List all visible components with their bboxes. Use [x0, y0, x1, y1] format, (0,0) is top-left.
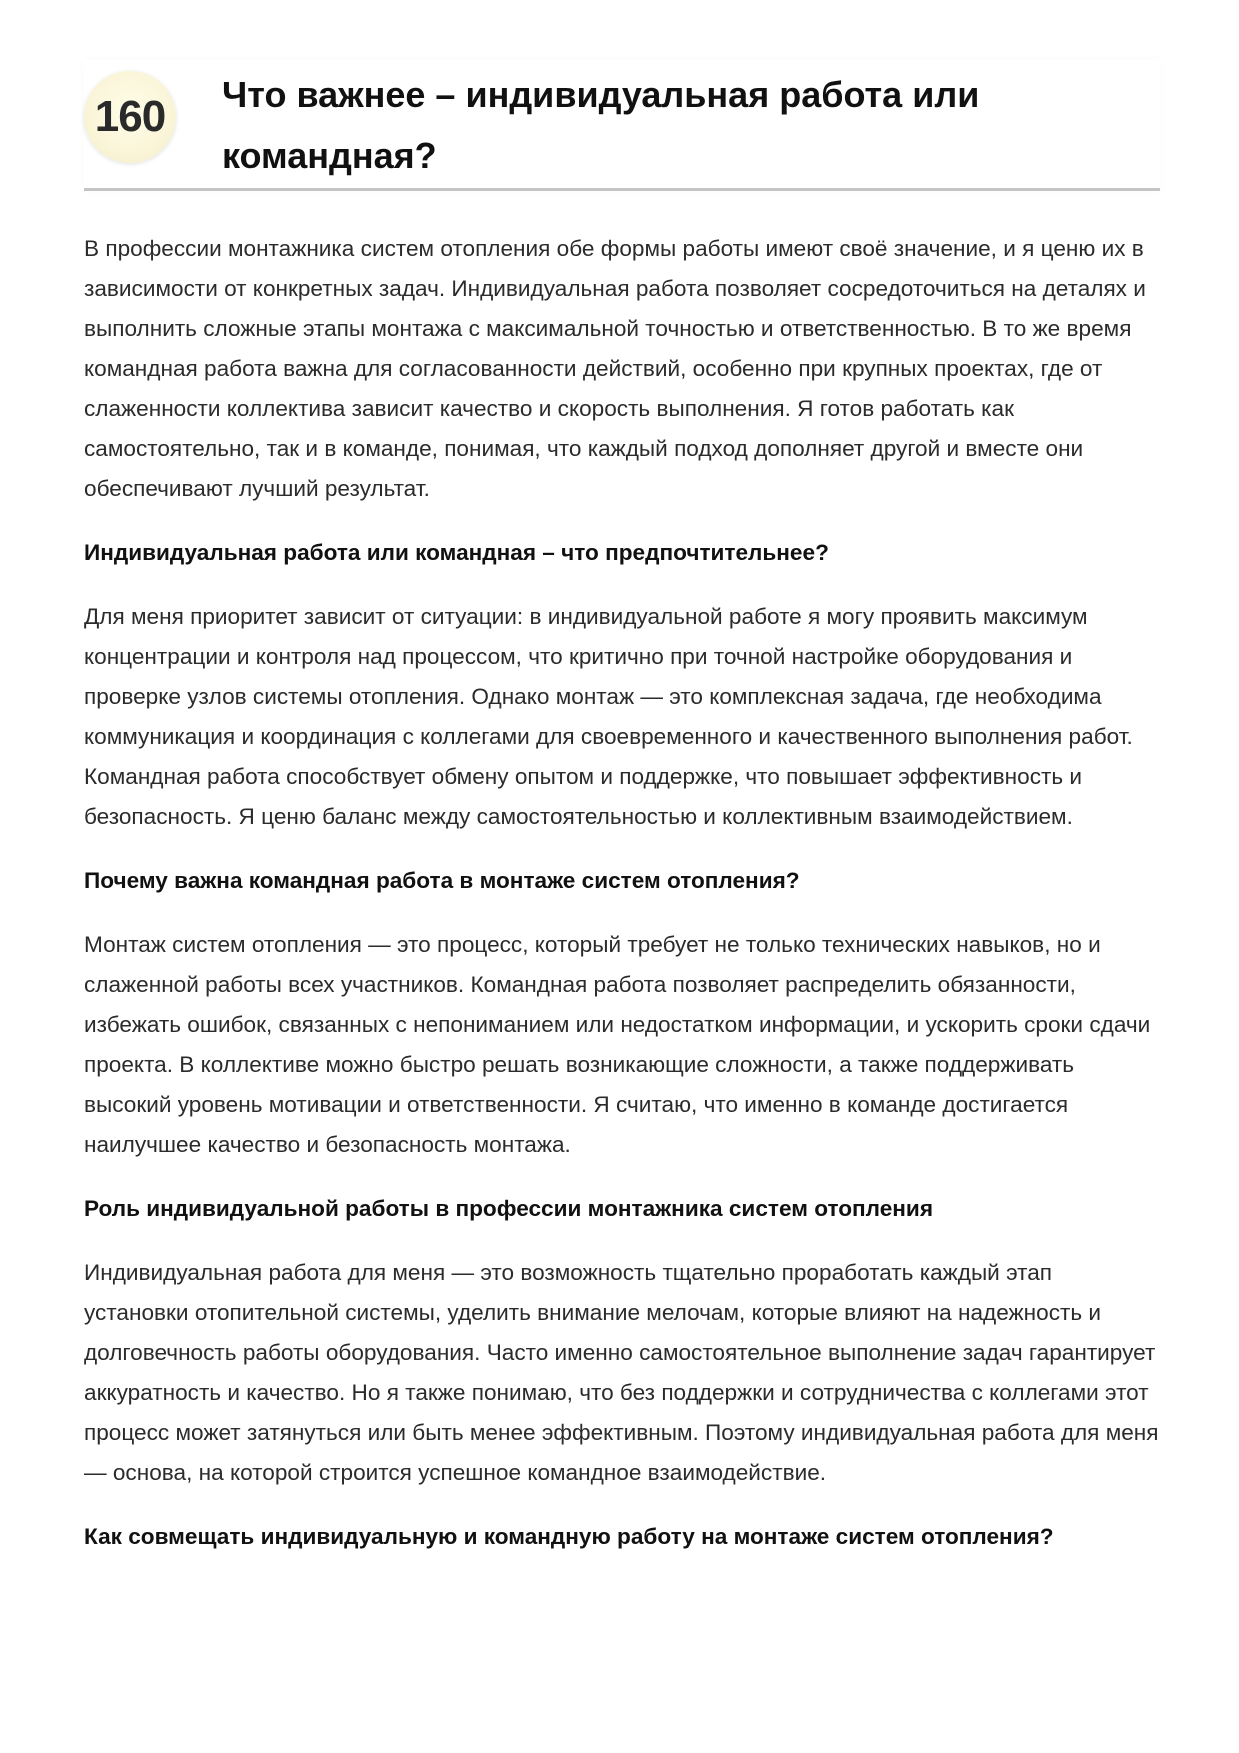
section-heading-individual-role: Роль индивидуальной работы в профессии монтажника систем отопления: [84, 1196, 933, 1221]
document-page: [84, 60, 1160, 1581]
intro-paragraph: В профессии монтажника систем отопления обе формы работы имеют своё значение, и я ценю их в зависимости от конкретных задач. Индивидуальная работа позволяет сосредоточиться на деталях и выполнить сложные этапы монтажа с максимальной точностью и ответственностью. В то же время командная работа важна для согласованности действий, особенно при крупных проектах, где от слаженности коллектива зависит качество и скорость выполнения. Я готов работать как самостоятельно, так и в команде, понимая, что каждый подход дополняет другой и вместе они обеспечивают лучший результат.: [84, 236, 1146, 501]
section-paragraph-preference: Для меня приоритет зависит от ситуации: в индивидуальной работе я могу проявить максимум концентрации и контроля над процессом, что критично при точной настройке оборудования и проверке узлов системы отопления. Однако монтаж — это комплексная задача, где необходима коммуникация и координация с коллегами для своевременного и качественного выполнения работ. Командная работа способствует обмену опытом и поддержке, что повышает эффективность и безопасность. Я ценю баланс между самостоятельностью и коллективным взаимодействием.: [84, 604, 1133, 829]
answer-content: [84, 191, 1160, 1553]
question-title: Что важнее – индивидуальная работа или командная?: [222, 74, 980, 176]
section-heading-preference: Индивидуальная работа или командная – что предпочтительнее?: [84, 540, 829, 565]
section-paragraph-individual-role: Индивидуальная работа для меня — это возможность тщательно проработать каждый этап установки отопительной системы, уделить внимание мелочам, которые влияют на надежность и долговечность работы оборудования. Часто именно самостоятельное выполнение задач гарантирует аккуратность и качество. Но я также понимаю, что без поддержки и сотрудничества с коллегами этот процесс может затянуться или быть менее эффективным. Поэтому индивидуальная работа для меня — основа, на которой строится успешное командное взаимодействие.: [84, 1260, 1159, 1485]
section-heading-teamwork: Почему важна командная работа в монтаже систем отопления?: [84, 868, 800, 893]
section-paragraph-teamwork: Монтаж систем отопления — это процесс, который требует не только технических навыков, но и слаженной работы всех участников. Командная работа позволяет распределить обязанности, избежать ошибок, связанных с непониманием или недостатком информации, и ускорить сроки сдачи проекта. В коллективе можно быстро решать возникающие сложности, а также поддерживать высокий уровень мотивации и ответственности. Я считаю, что именно в команде достигается наилучшее качество и безопасность монтажа.: [84, 932, 1151, 1157]
section-heading-combining: Как совмещать индивидуальную и командную работу на монтаже систем отопления?: [84, 1524, 1054, 1549]
question-header: [84, 60, 1160, 191]
question-number-badge: 160: [84, 71, 176, 163]
